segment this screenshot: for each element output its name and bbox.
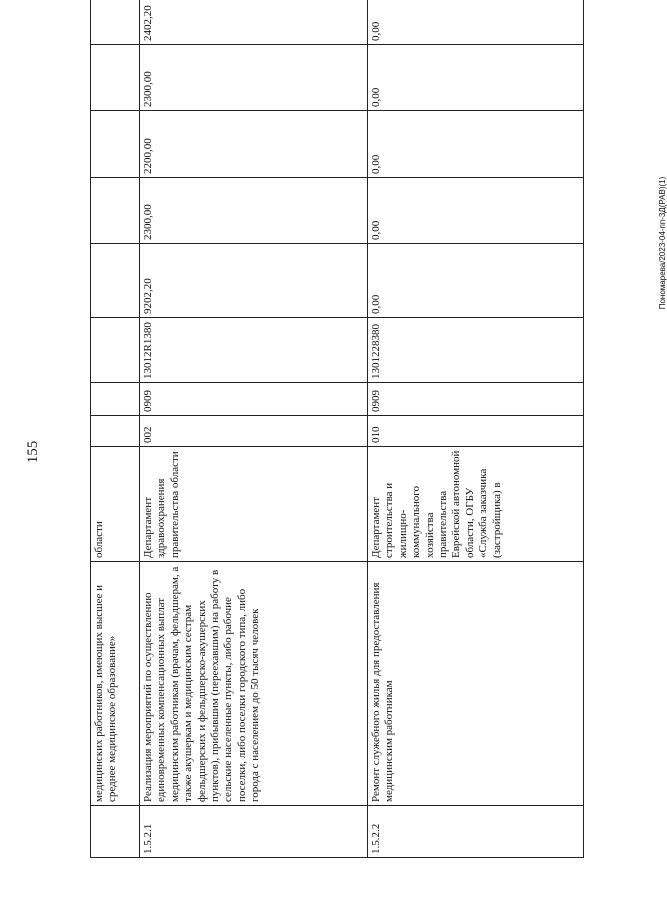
year-2-amount [91,111,140,178]
rotated-table-container [90,5,570,858]
executor: Департамент здравоохранения правительства области [140,447,368,562]
document-reference: Пономарева/2023-04-пп-3Д(РАВ)(1) [657,176,667,310]
target-article-code: 1301228380 [368,318,584,383]
year-4-amount: 2402,20 [140,0,368,45]
row-number [91,806,140,858]
executor: Департамент строительства и жилищно-коммунального хозяйства правительства Еврейской автономной области, ОГБУ «Служба заказчика (застройщика) в [368,447,584,562]
total-amount [91,244,140,318]
row-number: 1.5.2.1 [140,806,368,858]
year-4-amount: 0,00 [368,0,584,45]
grbs-code: 010 [368,416,584,447]
year-2-amount: 2200,00 [140,111,368,178]
year-1-amount [91,178,140,244]
target-article-code: 13012R1380 [140,318,368,383]
table-row [91,0,140,858]
section-code: 0909 [140,383,368,416]
year-1-amount: 0,00 [368,178,584,244]
section-code [91,383,140,416]
measure-name: медицинских работников, имеющих высшее и среднее медицинское образование» [91,562,140,806]
year-2-amount: 0,00 [368,111,584,178]
target-article-code [91,318,140,383]
total-amount: 9202,20 [140,244,368,318]
year-1-amount: 2300,00 [140,178,368,244]
section-code: 0909 [368,383,584,416]
row-number: 1.5.2.2 [368,806,584,858]
year-3-amount: 0,00 [368,45,584,111]
total-amount: 0,00 [368,244,584,318]
table-row [368,0,584,858]
year-3-amount: 2300,00 [140,45,368,111]
executor: области [91,447,140,562]
program-table [90,0,584,858]
year-3-amount [91,45,140,111]
year-4-amount [91,0,140,45]
grbs-code [91,416,140,447]
grbs-code: 002 [140,416,368,447]
page-number: 155 [24,440,41,464]
measure-name: Ремонт служебного жилья для предоставления медицинским работникам [368,562,584,806]
table-row [140,0,368,858]
measure-name: Реализация мероприятий по осуществлению единовременных компенсационных выплат медицинским работникам (врачам, фельдшерам, а также акушеркам и медицинским сестрам фельдшерских и фельдшерско-акушерских пунктов), прибывшим (переехавшим) на работу в сельские населенные пункты, либо рабочие поселки, либо поселки городского типа, либо города с населением до 50 тысяч человек [140,562,368,806]
